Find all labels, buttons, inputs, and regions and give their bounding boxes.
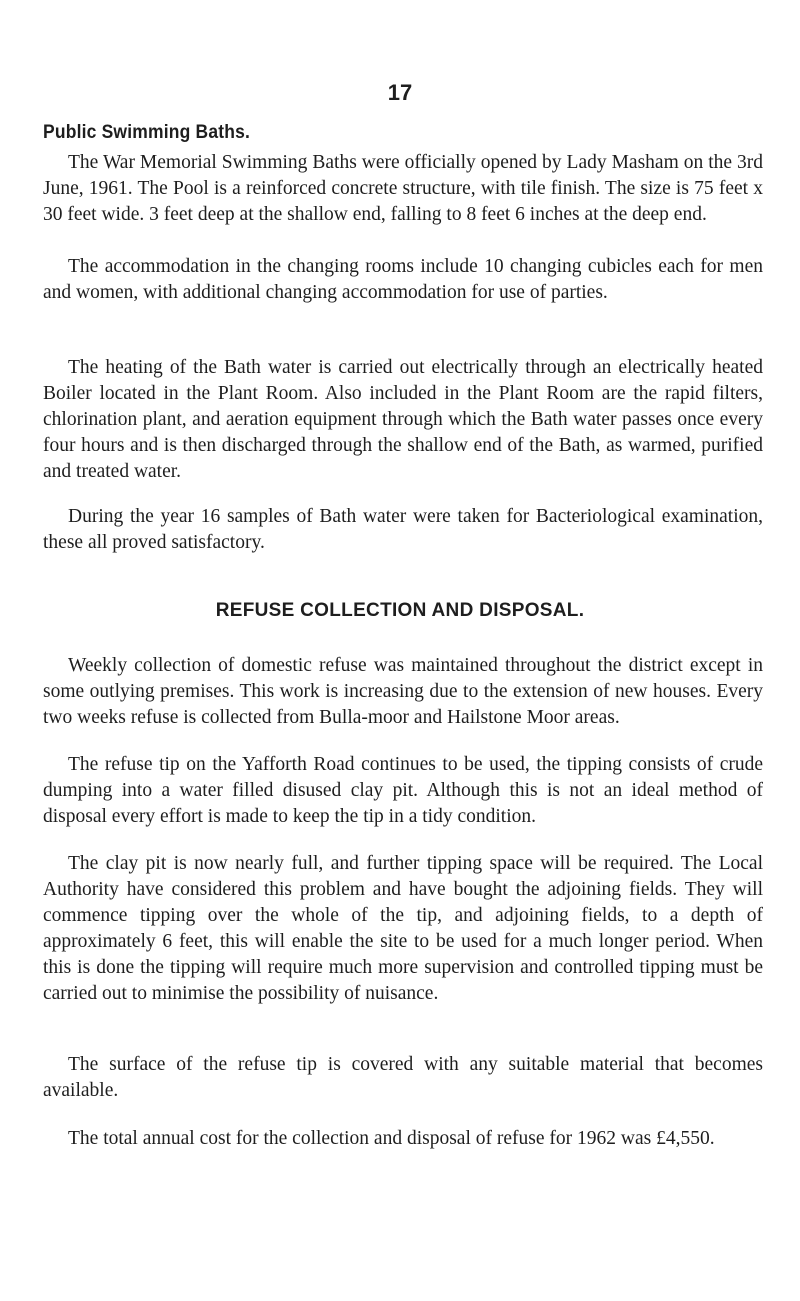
paragraph-annual-cost: The total annual cost for the collection and disposal of refuse for 1962 was £4,550. bbox=[68, 1128, 715, 1149]
paragraph-water-samples: During the year 16 samples of Bath water were taken for Bacteriological examination, these all proved satisfactory. bbox=[43, 506, 763, 553]
paragraph-changing-rooms: The accommodation in the changing rooms include 10 changing cubicles each for men and women, with additional changing accommodation for use of parties. bbox=[43, 256, 763, 303]
paragraph-water-heating: The heating of the Bath water is carried out electrically through an electrically heated Boiler located in the Plant Room. Also included in the Plant Room are the rapid filters, chlorination plant, and aeration equipment through which the Bath water passes once every four hours and is then discharged through the shallow end of the Bath, as warmed, purified and treated water. bbox=[43, 357, 763, 482]
paragraph-clay-pit: The clay pit is now nearly full, and further tipping space will be required. The Local Authority have considered this problem and have bought the adjoining fields. They will commence tipping over the whole of the tip, and adjoining fields, to a depth of approximately 6 feet, this will enable the site to be used for a much longer period. When this is done the tipping will require much more supervision and controlled tipping must be carried out to minimise the possibility of nuisance. bbox=[43, 853, 763, 1004]
page-number: 17 bbox=[387, 80, 413, 105]
paragraph-weekly-collection: Weekly collection of domestic refuse was maintained throughout the district except in some outlying premises. This work is increasing due to the extension of new houses. Every two weeks refuse is collected from Bulla-moor and Hailstone Moor areas. bbox=[43, 655, 763, 728]
section-heading-refuse-collection: REFUSE COLLECTION AND DISPOSAL. bbox=[215, 600, 585, 621]
section-heading-swimming-baths: Public Swimming Baths. bbox=[43, 122, 251, 143]
paragraph-swimming-baths-opening: The War Memorial Swimming Baths were officially opened by Lady Masham on the 3rd June, 1961. The Pool is a reinforced concrete structure, with tile finish. The size is 75 feet x 30 feet wide. 3 feet deep at the shallow end, falling to 8 feet 6 inches at the deep end. bbox=[43, 152, 763, 225]
paragraph-tip-surface: The surface of the refuse tip is covered with any suitable material that becomes available. bbox=[43, 1054, 763, 1101]
paragraph-refuse-tip: The refuse tip on the Yafforth Road continues to be used, the tipping consists of crude dumping into a water filled disused clay pit. Although this is not an ideal method of disposal every effort is made to keep the tip in a tidy condition. bbox=[43, 754, 763, 827]
